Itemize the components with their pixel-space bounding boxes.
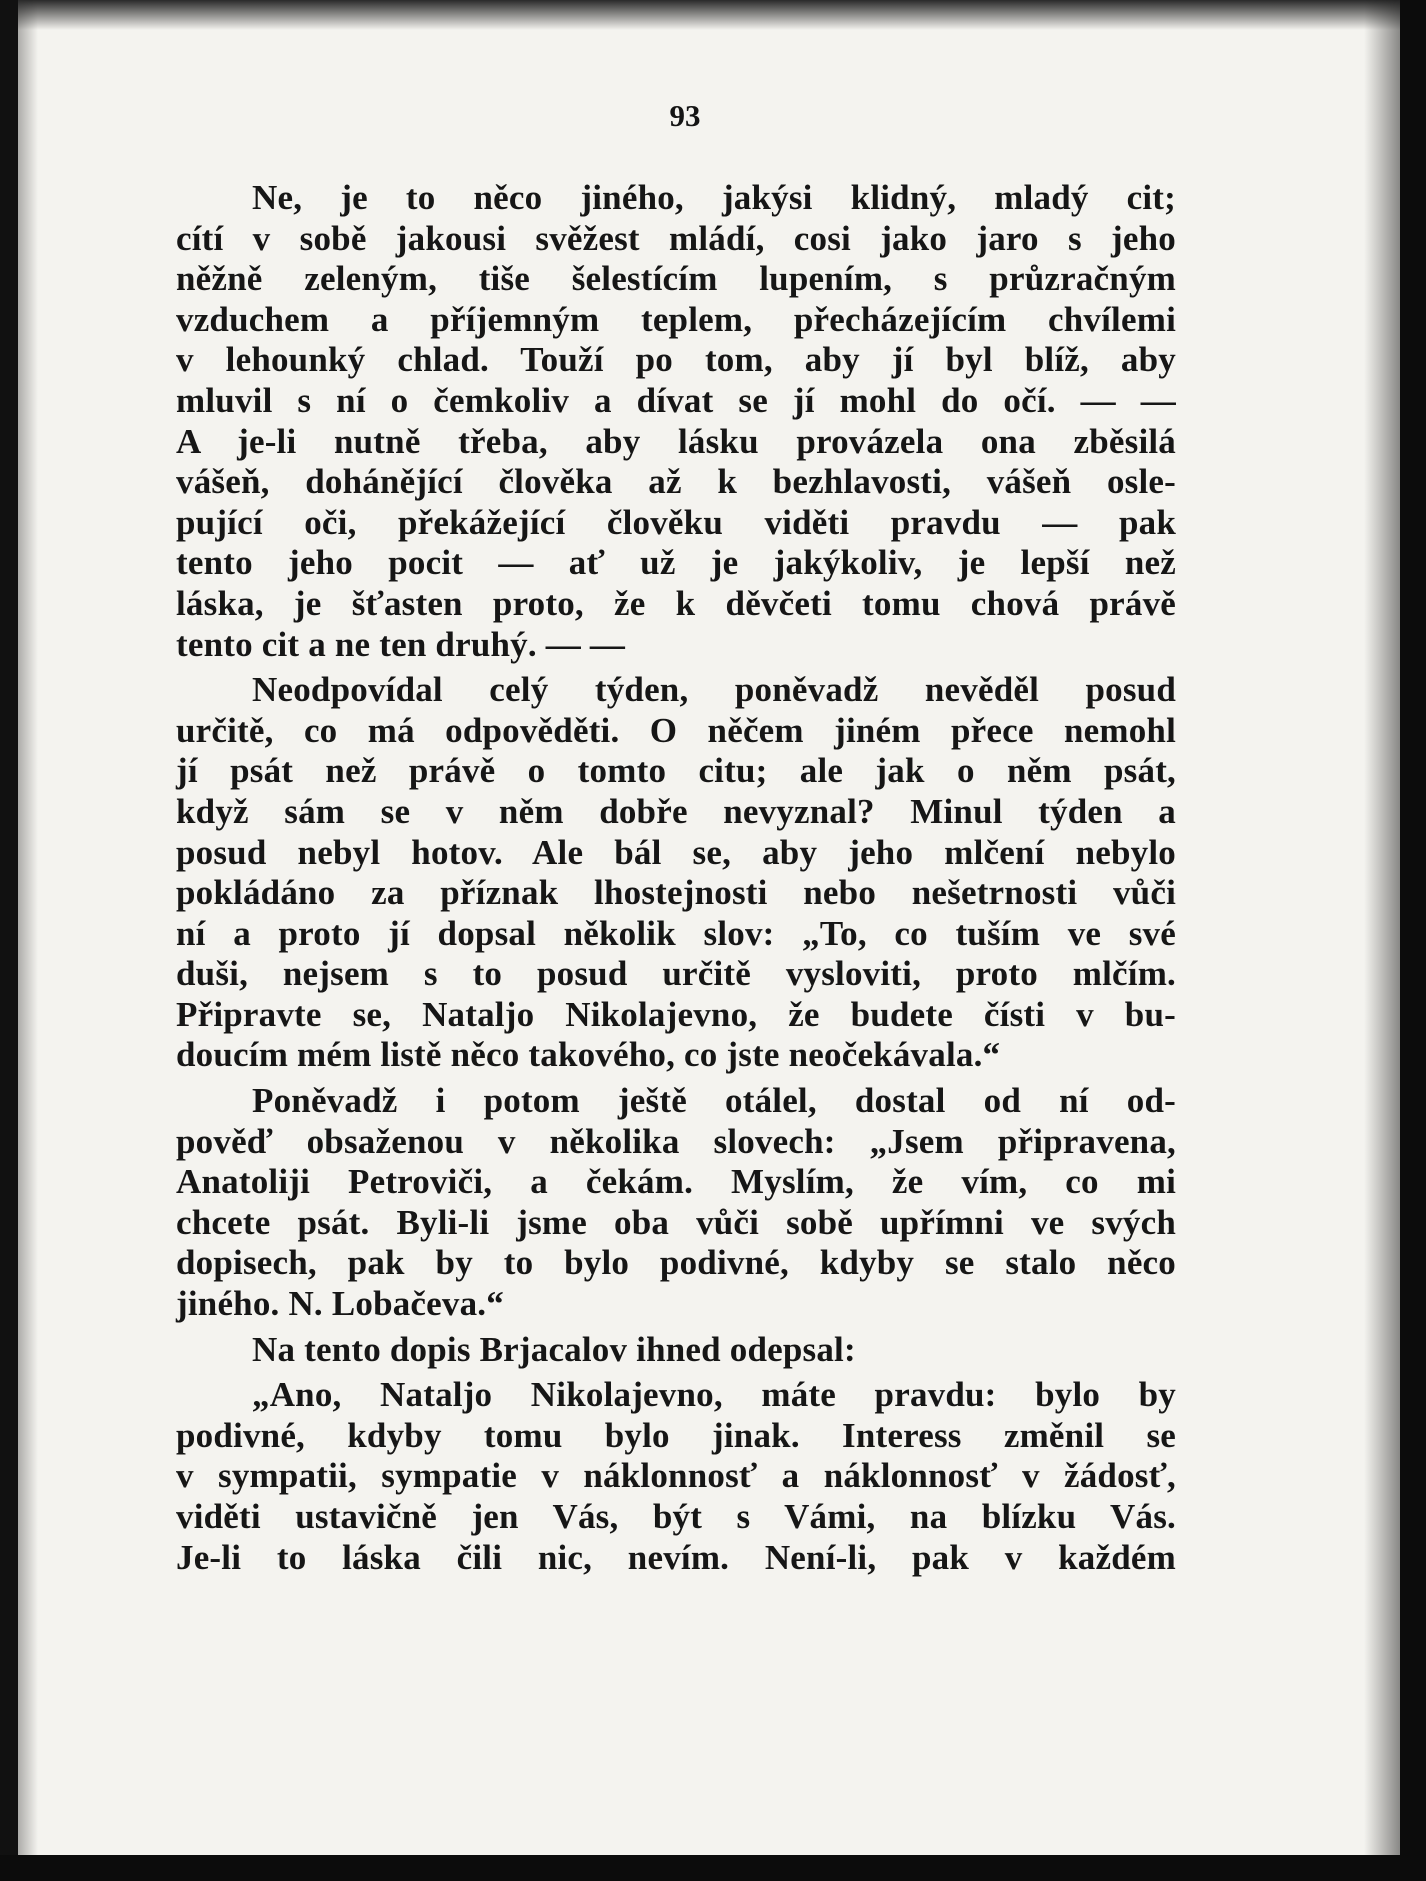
paragraph [176,670,1176,1076]
text-line: tento cit a ne ten druhý. — — [176,624,626,664]
scan-right-border [1400,0,1426,1881]
text-line: jí psát než právě o tomto citu; ale jak o něm psát, [176,751,1176,791]
text-line: A je-li nutně třeba, aby lásku provázela ona zběsilá [176,421,1176,461]
text-line: Připravte se, Nataljo Nikolajevno, že budete čísti v bu- [176,994,1176,1034]
paragraph [176,1330,1176,1371]
text-line: láska, je šťasten proto, že k děvčeti tomu chová právě [176,583,1176,623]
text-line: pokládáno za příznak lhostejnosti nebo nešetrnosti vůči [176,873,1176,913]
text-line: něžně zeleným, tiše šelestícím lupením, s průzračným [176,259,1176,299]
text-line: když sám se v něm dobře nevyznal? Minul týden a [176,791,1176,831]
text-line: Na tento dopis Brjacalov ihned odepsal: [252,1329,856,1369]
paragraph [176,178,1176,665]
paragraph [176,1375,1176,1578]
text-line: dopisech, pak by to bylo podivné, kdyby se stalo něco [176,1243,1176,1283]
text-line: pověď obsaženou v několika slovech: „Jsem připravena, [176,1121,1176,1161]
text-line: Anatoliji Petroviči, a čekám. Myslím, že vím, co mi [176,1162,1176,1202]
scan-left-border [0,0,18,1881]
scan-top-shadow [0,0,1426,30]
text-line: cítí v sobě jakousi svěžest mládí, cosi jako jaro s jeho [176,218,1176,258]
text-line: tento jeho pocit — ať už je jakýkoliv, je lepší než [176,543,1176,583]
text-line: doucím mém listě něco takového, co jste neočekávala.“ [176,1035,1001,1075]
scan-bottom-border [0,1855,1426,1881]
text-line: Ne, je to něco jiného, jakýsi klidný, mladý cit; [252,178,1176,217]
text-line: Je-li to láska čili nic, nevím. Není-li, pak v každém [176,1537,1176,1577]
body-text [176,178,1176,1578]
text-line: vzduchem a příjemným teplem, přecházejícím chvílemi [176,299,1176,339]
page-number: 93 [669,98,701,133]
scan-left-shadow [18,0,38,1881]
text-line: vášeň, dohánějící člověka až k bezhlavosti, vášeň osle- [176,462,1176,502]
text-line: posud nebyl hotov. Ale bál se, aby jeho mlčení nebylo [176,832,1176,872]
text-line: určitě, co má odpověděti. O něčem jiném přece nemohl [176,710,1176,750]
scan-right-shadow [1364,0,1400,1881]
text-line: v sympatii, sympatie v náklonnosť a náklonnosť v žádosť, [176,1456,1176,1496]
text-line: ní a proto jí dopsal několik slov: „To, co tuším ve své [176,913,1176,953]
text-line: „Ano, Nataljo Nikolajevno, máte pravdu: bylo by [252,1375,1176,1415]
text-line: podivné, kdyby tomu bylo jinak. Interess změnil se [176,1415,1176,1455]
text-line: mluvil s ní o čemkoliv a dívat se jí mohl do očí. — — [176,380,1176,420]
text-line: v lehounký chlad. Touží po tom, aby jí byl blíž, aby [176,340,1176,380]
text-line: duši, nejsem s to posud určitě vysloviti, proto mlčím. [176,954,1176,994]
text-line: viděti ustavičně jen Vás, být s Vámi, na blízku Vás. [176,1497,1176,1536]
paragraph [176,1081,1176,1325]
text-line: pující oči, překážející člověku viděti pravdu — pak [176,502,1176,542]
text-line: chcete psát. Byli-li jsme oba vůči sobě upřímni ve svých [176,1202,1176,1242]
text-line: Poněvadž i potom ještě otálel, dostal od ní od- [252,1081,1176,1121]
text-line: jiného. N. Lobačeva.“ [176,1284,504,1324]
text-line: Neodpovídal celý týden, poněvadž nevěděl posud [252,670,1176,710]
